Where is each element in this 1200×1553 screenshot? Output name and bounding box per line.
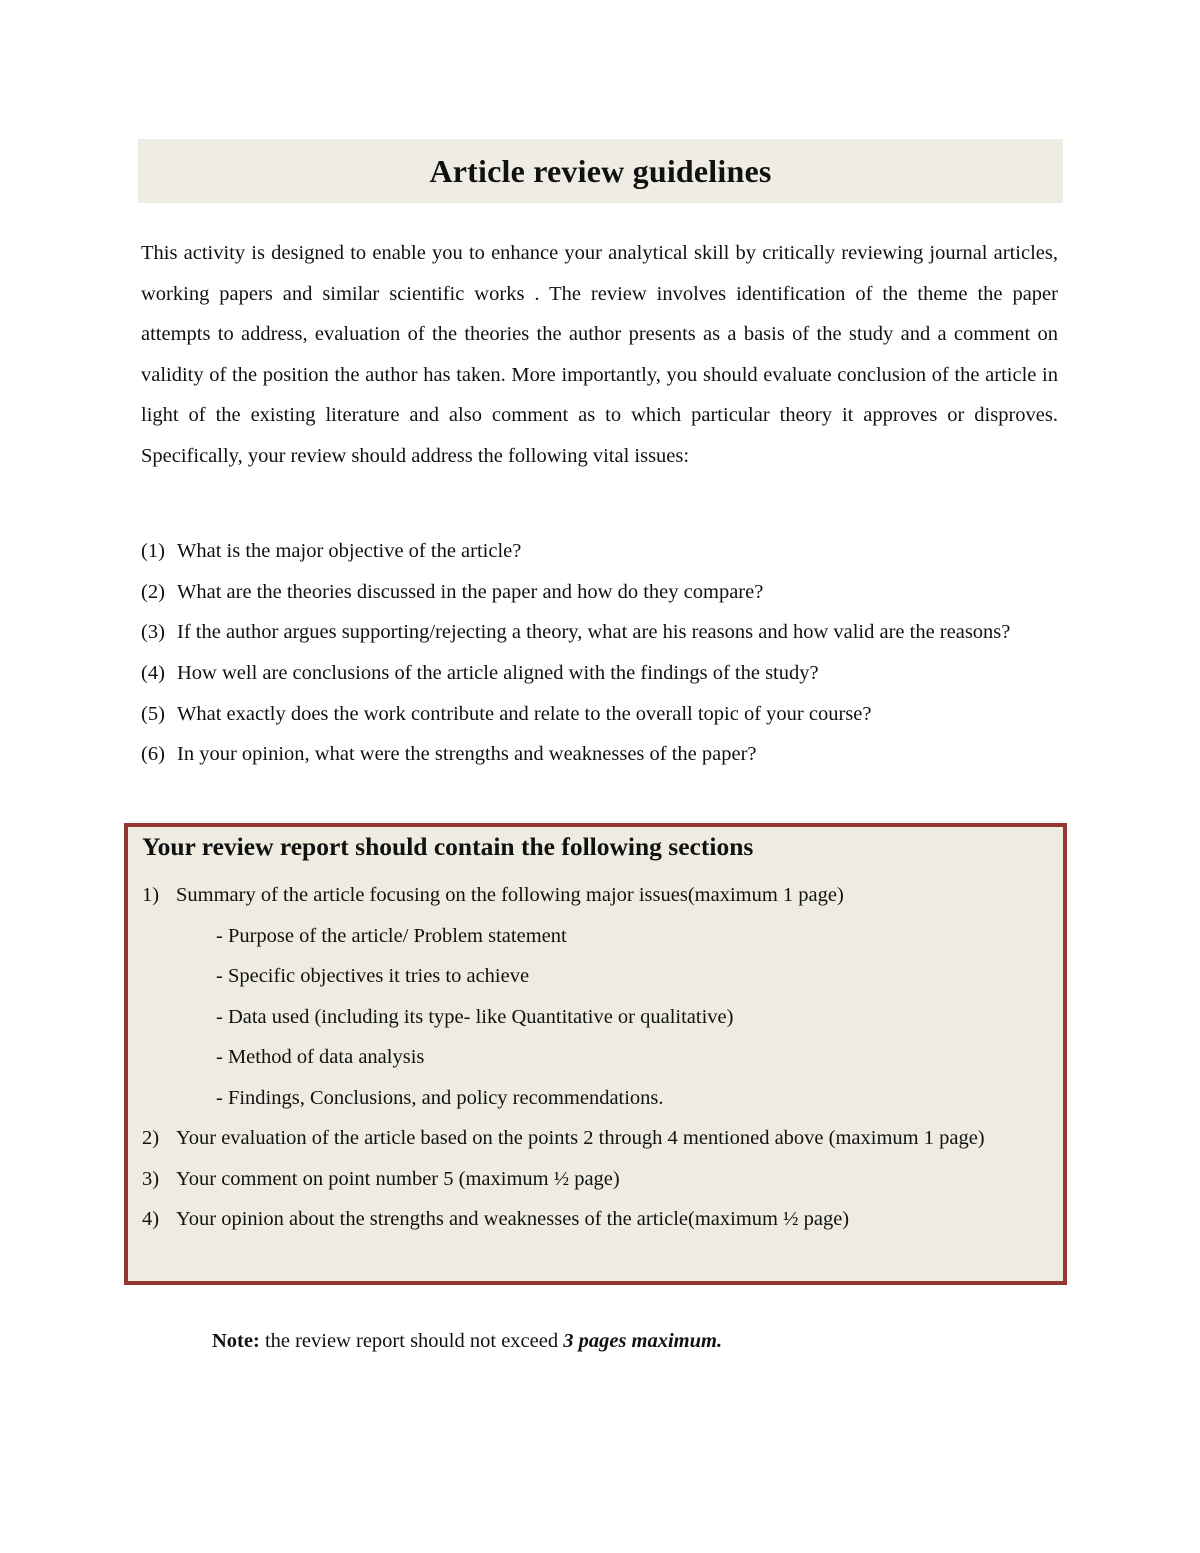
- question-text: What are the theories discussed in the paper and how do they compare?: [177, 580, 764, 603]
- question-number: (3): [141, 621, 165, 644]
- summary-subitem: - Purpose of the article/ Problem statement: [216, 924, 567, 947]
- question-item: [141, 572, 1058, 612]
- report-sections-list: [142, 875, 1060, 1240]
- question-text: How well are conclusions of the article aligned with the findings of the study?: [177, 662, 819, 685]
- question-item: [141, 734, 1058, 774]
- question-text: In your opinion, what were the strengths and weaknesses of the paper?: [177, 743, 757, 766]
- section-number: 2): [142, 1127, 160, 1149]
- section-text: Your comment on point number 5 (maximum ½ page): [176, 1167, 620, 1190]
- title-bar: [138, 139, 1063, 203]
- summary-subitem: - Specific objectives it tries to achieve: [216, 965, 530, 987]
- summary-subitem: - Findings, Conclusions, and policy recommendations.: [216, 1086, 664, 1109]
- report-section-item: [142, 1159, 1060, 1200]
- question-number: (5): [141, 702, 165, 725]
- section-text: Your evaluation of the article based on the points 2 through 4 mentioned above (maximum 1 page): [176, 1127, 985, 1149]
- question-text: What exactly does the work contribute and relate to the overall topic of your course?: [177, 702, 872, 725]
- summary-subitems: [176, 916, 1060, 1119]
- report-heading: Your review report should contain the following sections: [142, 832, 754, 861]
- summary-subitem: - Method of data analysis: [216, 1046, 425, 1068]
- summary-subitem: - Data used (including its type- like Quantitative or qualitative): [216, 1005, 734, 1028]
- section-number: 1): [142, 884, 160, 906]
- section-text: Summary of the article focusing on the following major issues(maximum 1 page): [176, 884, 844, 906]
- note-text: the review report should not exceed: [259, 1330, 564, 1352]
- intro-paragraph: This activity is designed to enable you to enhance your analytical skill by critically reviewing journal articles, working papers and similar scientific works . The review involves identification of the theme the paper attempts to address, evaluation of the theories the author presents as a basis of the study and a comment on validity of the position the author has taken. More importantly, you should evaluate conclusion of the article in light of the existing literature and also comment as to which particular theory it approves or disproves. Specifically, your review should address the following vital issues:: [141, 242, 1058, 467]
- note-label: Note:: [212, 1330, 260, 1352]
- report-section-item: [142, 875, 1060, 1118]
- section-number: 4): [142, 1208, 160, 1230]
- question-number: (6): [141, 743, 165, 766]
- report-section-item: [142, 1118, 1060, 1159]
- section-number: 3): [142, 1167, 160, 1190]
- question-number: (1): [141, 540, 165, 562]
- page-title: Article review guidelines: [429, 152, 772, 189]
- questions-list: [141, 531, 1058, 775]
- question-text: If the author argues supporting/rejecting a theory, what are his reasons and how valid are the reasons?: [177, 621, 1011, 644]
- question-number: (4): [141, 662, 165, 685]
- question-item: [141, 612, 1058, 652]
- report-sections-box: [124, 823, 1067, 1285]
- question-text: What is the major objective of the article?: [177, 540, 522, 562]
- question-item: [141, 694, 1058, 734]
- question-item: [141, 653, 1058, 693]
- section-text: Your opinion about the strengths and weaknesses of the article(maximum ½ page): [176, 1208, 850, 1230]
- question-item: [141, 531, 1058, 571]
- report-section-item: [142, 1199, 1060, 1240]
- note-emphasis: 3 pages maximum.: [563, 1330, 723, 1352]
- question-number: (2): [141, 580, 165, 603]
- page-length-note: [212, 1330, 722, 1353]
